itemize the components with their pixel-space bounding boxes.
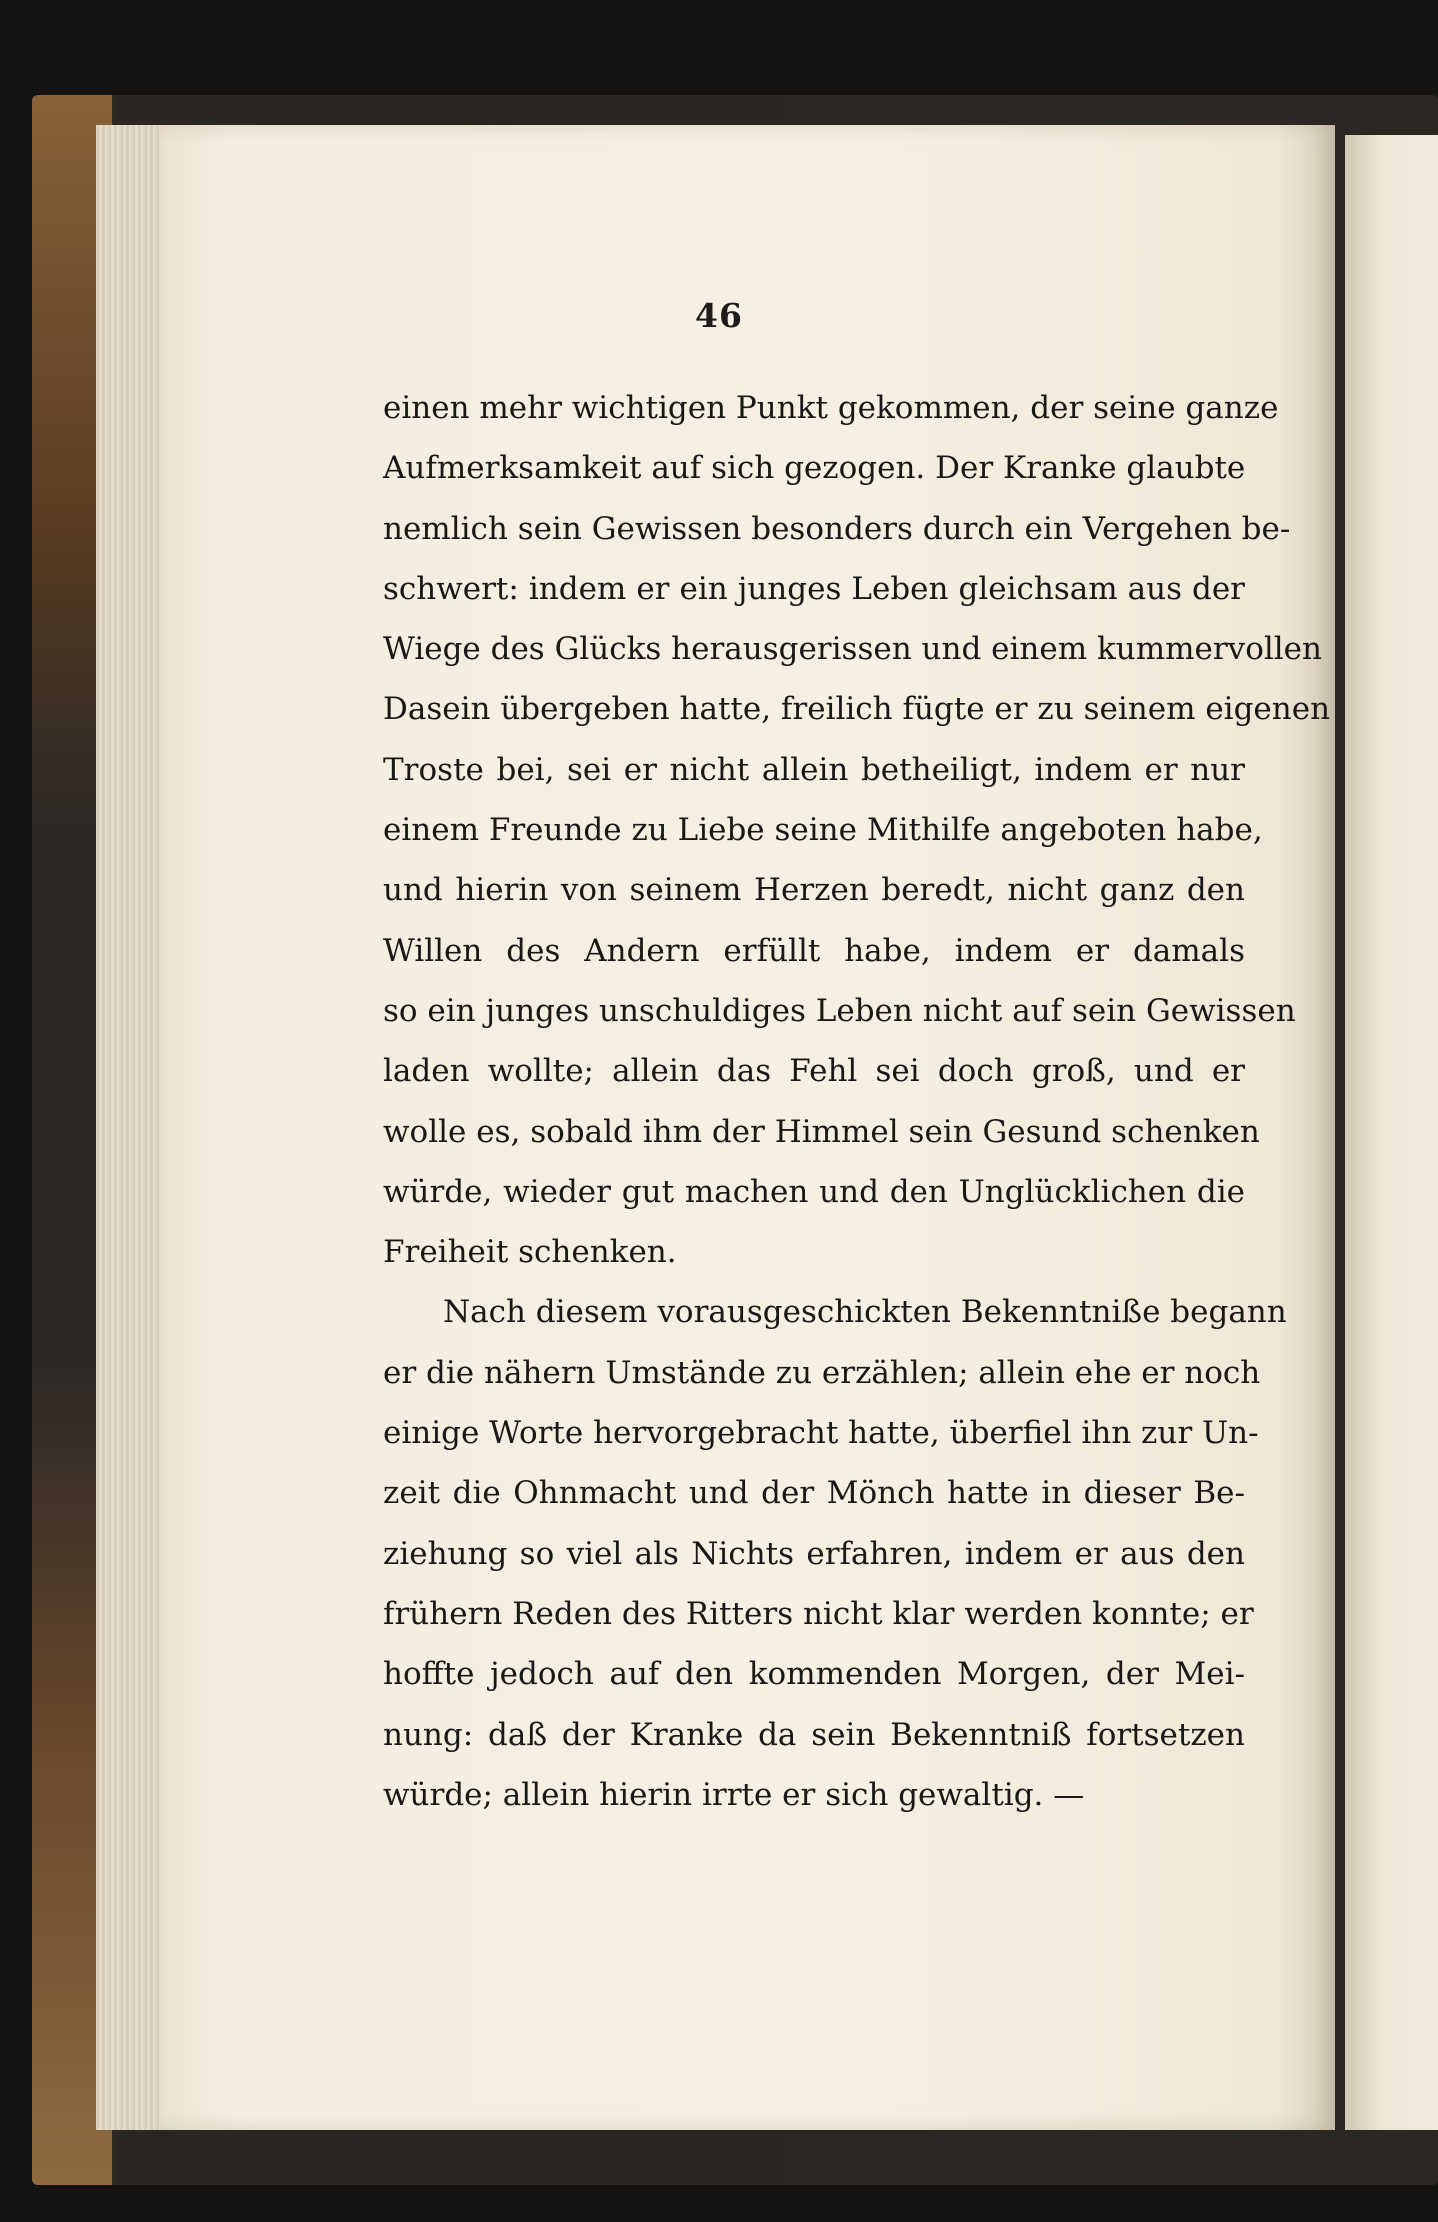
text-line: schwert: indem er ein junges Leben gleichsam aus der [383,570,1245,607]
facing-page-edge [1345,135,1438,2130]
text-line: Troste bei, sei er nicht allein betheiligt, indem er nur [383,751,1245,788]
paragraph-2 [383,1282,1287,1825]
page-text [383,378,1331,1825]
text-line: und hierin von seinem Herzen beredt, nicht ganz den [383,872,1245,909]
text-line: ziehung so viel als Nichts erfahren, indem er aus den [383,1535,1245,1572]
text-line: Nach diesem vorausgeschickten Bekenntniße begann [443,1294,1287,1331]
text-line: würde; allein hierin irrte er sich gewaltig. — [383,1776,1085,1813]
text-line: er die nähern Umstände zu erzählen; allein ehe er noch [383,1354,1261,1391]
text-line: laden wollte; allein das Fehl sei doch groß, und er [383,1053,1245,1090]
text-line: einem Freunde zu Liebe seine Mithilfe angeboten habe, [383,812,1263,849]
paragraph-1 [383,378,1331,1282]
text-line: einige Worte hervorgebracht hatte, überfiel ihn zur Un- [383,1415,1259,1452]
page-number: 46 [695,296,743,335]
text-line: wolle es, sobald ihm der Himmel sein Gesund schenken [383,1113,1260,1150]
text-line: Freiheit schenken. [383,1234,677,1271]
text-line: Dasein übergeben hatte, freilich fügte er zu seinem eigenen [383,691,1331,728]
text-line: würde, wieder gut machen und den Unglücklichen die [383,1173,1245,1210]
text-line: frühern Reden des Ritters nicht klar werden konnte; er [383,1595,1254,1632]
text-line: zeit die Ohnmacht und der Mönch hatte in dieser Be- [383,1475,1245,1512]
text-line: einen mehr wichtigen Punkt gekommen, der seine ganze [383,390,1279,426]
text-line: Aufmerksamkeit auf sich gezogen. Der Kranke glaubte [383,450,1246,487]
text-line: Wiege des Glücks herausgerissen und einem kummervollen [383,631,1322,668]
text-line: nemlich sein Gewissen besonders durch ein Vergehen be- [383,510,1291,547]
text-line: nung: daß der Kranke da sein Bekenntniß fortsetzen [383,1716,1245,1753]
text-line: so ein junges unschuldiges Leben nicht auf sein Gewissen [383,992,1296,1029]
page-edges [96,125,166,2130]
text-line: Willen des Andern erfüllt habe, indem er damals [383,932,1245,969]
text-line: hoffte jedoch auf den kommenden Morgen, der Mei- [383,1656,1245,1693]
